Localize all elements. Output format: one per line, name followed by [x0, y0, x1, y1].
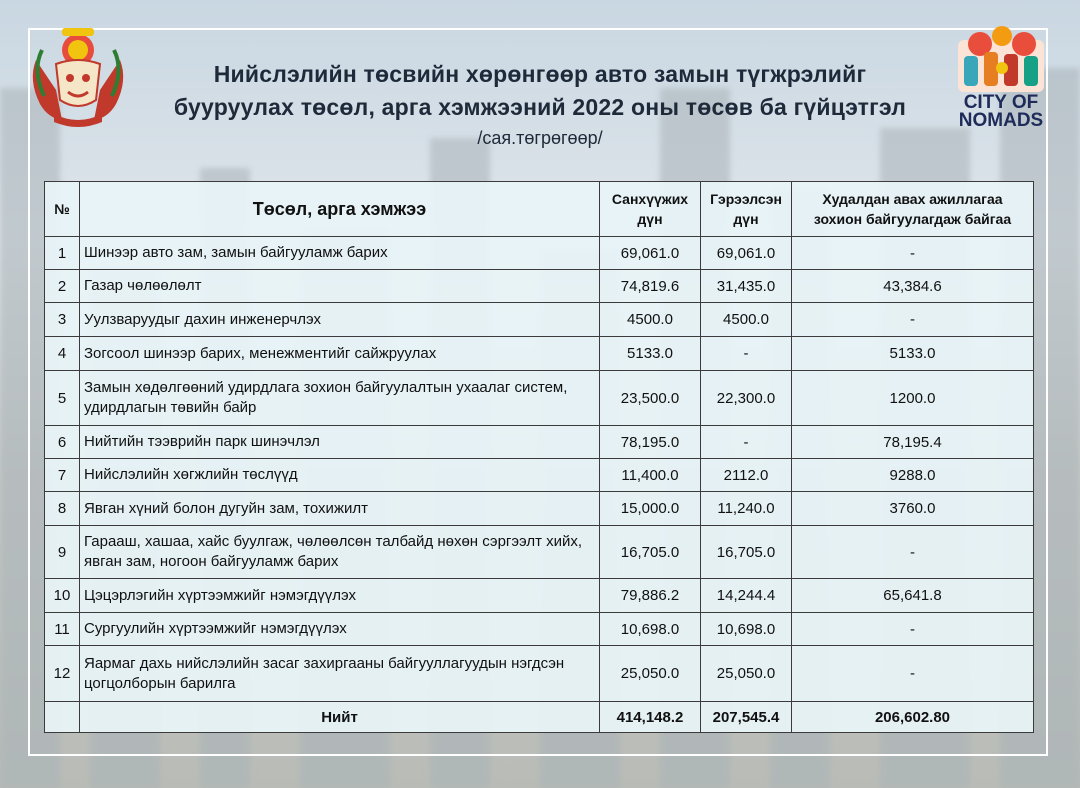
header-no: № [45, 182, 80, 237]
row-no: 4 [45, 337, 80, 371]
logo-text-line-1: CITY OF [963, 92, 1039, 113]
row-no: 7 [45, 459, 80, 492]
total-contract: 207,545.4 [701, 702, 792, 733]
table-row [45, 371, 1034, 426]
table-row [45, 270, 1034, 303]
header-contract-line-2: дүн [733, 211, 759, 227]
row-project-name: Сургуулийн хүртээмжийг нэмэгдүүлэх [80, 613, 600, 646]
header-procurement [792, 182, 1034, 237]
row-procurement: 78,195.4 [792, 426, 1034, 459]
table-row [45, 579, 1034, 613]
header-procurement-line-2: зохион байгуулагдаж байгаа [813, 211, 1012, 227]
city-logo-icon [950, 22, 1052, 94]
row-contract: - [701, 426, 792, 459]
row-funding: 78,195.0 [600, 426, 701, 459]
row-procurement: - [792, 613, 1034, 646]
title-line-2: бууруулах төсөл, арга хэмжээний 2022 оны төсөв ба гүйцэтгэл [173, 94, 907, 120]
row-funding: 15,000.0 [600, 492, 701, 526]
row-no: 11 [45, 613, 80, 646]
row-no: 6 [45, 426, 80, 459]
row-project-name: Нийтийн тээврийн парк шинэчлэл [80, 426, 600, 459]
row-project-name: Яармаг дахь нийслэлийн засаг захиргааны байгууллагуудын нэгдсэн цогцолборын барилга [80, 646, 600, 702]
row-funding: 23,500.0 [600, 371, 701, 426]
row-contract: 22,300.0 [701, 371, 792, 426]
row-no: 5 [45, 371, 80, 426]
row-project-name: Шинээр авто зам, замын байгууламж барих [80, 237, 600, 270]
row-funding: 10,698.0 [600, 613, 701, 646]
row-procurement: - [792, 526, 1034, 579]
total-no-cell [45, 702, 80, 733]
header-funding-line-2: дүн [637, 211, 663, 227]
header-contract [701, 182, 792, 237]
row-contract: 10,698.0 [701, 613, 792, 646]
header-project: Төсөл, арга хэмжээ [80, 182, 600, 237]
row-no: 2 [45, 270, 80, 303]
row-funding: 79,886.2 [600, 579, 701, 613]
table-row [45, 646, 1034, 702]
table-row [45, 237, 1034, 270]
row-procurement: - [792, 237, 1034, 270]
row-procurement: 3760.0 [792, 492, 1034, 526]
row-funding: 74,819.6 [600, 270, 701, 303]
row-procurement: - [792, 646, 1034, 702]
table-row [45, 426, 1034, 459]
header-funding [600, 182, 701, 237]
row-project-name: Явган хүний болон дугуйн зам, тохижилт [80, 492, 600, 526]
row-procurement: 9288.0 [792, 459, 1034, 492]
total-procurement: 206,602.80 [792, 702, 1034, 733]
row-project-name: Замын хөдөлгөөний удирдлага зохион байгуулалтын ухаалаг систем, удирдлагын төвийн байр [80, 371, 600, 426]
row-contract: 2112.0 [701, 459, 792, 492]
row-contract: 11,240.0 [701, 492, 792, 526]
row-contract: 69,061.0 [701, 237, 792, 270]
row-project-name: Уулзваруудыг дахин инженерчлэх [80, 303, 600, 337]
row-funding: 16,705.0 [600, 526, 701, 579]
table-total-row [45, 702, 1034, 733]
row-funding: 69,061.0 [600, 237, 701, 270]
row-no: 3 [45, 303, 80, 337]
row-funding: 11,400.0 [600, 459, 701, 492]
table-row [45, 303, 1034, 337]
row-contract: 31,435.0 [701, 270, 792, 303]
total-label: Нийт [80, 702, 600, 733]
row-project-name: Зогсоол шинээр барих, менежментийг сайжруулах [80, 337, 600, 371]
page-title [130, 58, 950, 124]
row-no: 9 [45, 526, 80, 579]
row-project-name: Газар чөлөөлөлт [80, 270, 600, 303]
row-funding: 4500.0 [600, 303, 701, 337]
header-procurement-line-1: Худалдан авах ажиллагаа [822, 191, 1003, 207]
table-row [45, 526, 1034, 579]
row-procurement: 43,384.6 [792, 270, 1034, 303]
row-project-name: Гарааш, хашаа, хайс буулгаж, чөлөөлсөн талбайд нөхөн сэргээлт хийх, явган зам, ногоон байгууламж барих [80, 526, 600, 579]
row-no: 1 [45, 237, 80, 270]
row-funding: 25,050.0 [600, 646, 701, 702]
row-project-name: Цэцэрлэгийн хүртээмжийг нэмэгдүүлэх [80, 579, 600, 613]
title-line-1: Нийслэлийн төсвийн хөрөнгөөр авто замын түгжрэлийг [213, 61, 867, 87]
table-row [45, 613, 1034, 646]
logo-text-line-2: NOMADS [958, 110, 1044, 131]
row-no: 8 [45, 492, 80, 526]
table-header-row [45, 182, 1034, 237]
city-emblem-icon [26, 20, 130, 132]
row-no: 12 [45, 646, 80, 702]
row-procurement: 1200.0 [792, 371, 1034, 426]
row-procurement: - [792, 303, 1034, 337]
unit-label: /сая.төгрөгөөр/ [477, 128, 603, 148]
row-contract: 14,244.4 [701, 579, 792, 613]
total-funding: 414,148.2 [600, 702, 701, 733]
row-project-name: Нийслэлийн хөгжлийн төслүүд [80, 459, 600, 492]
row-procurement: 5133.0 [792, 337, 1034, 371]
row-procurement: 65,641.8 [792, 579, 1034, 613]
row-contract: 4500.0 [701, 303, 792, 337]
table-row [45, 492, 1034, 526]
budget-table [44, 181, 1034, 733]
row-no: 10 [45, 579, 80, 613]
header-contract-line-1: Гэрээлсэн [710, 191, 782, 207]
table-row [45, 337, 1034, 371]
row-contract: 16,705.0 [701, 526, 792, 579]
row-contract: - [701, 337, 792, 371]
header-funding-line-1: Санхүүжих [611, 191, 689, 207]
row-contract: 25,050.0 [701, 646, 792, 702]
city-of-nomads-logo [950, 22, 1052, 134]
row-funding: 5133.0 [600, 337, 701, 371]
table-row [45, 459, 1034, 492]
